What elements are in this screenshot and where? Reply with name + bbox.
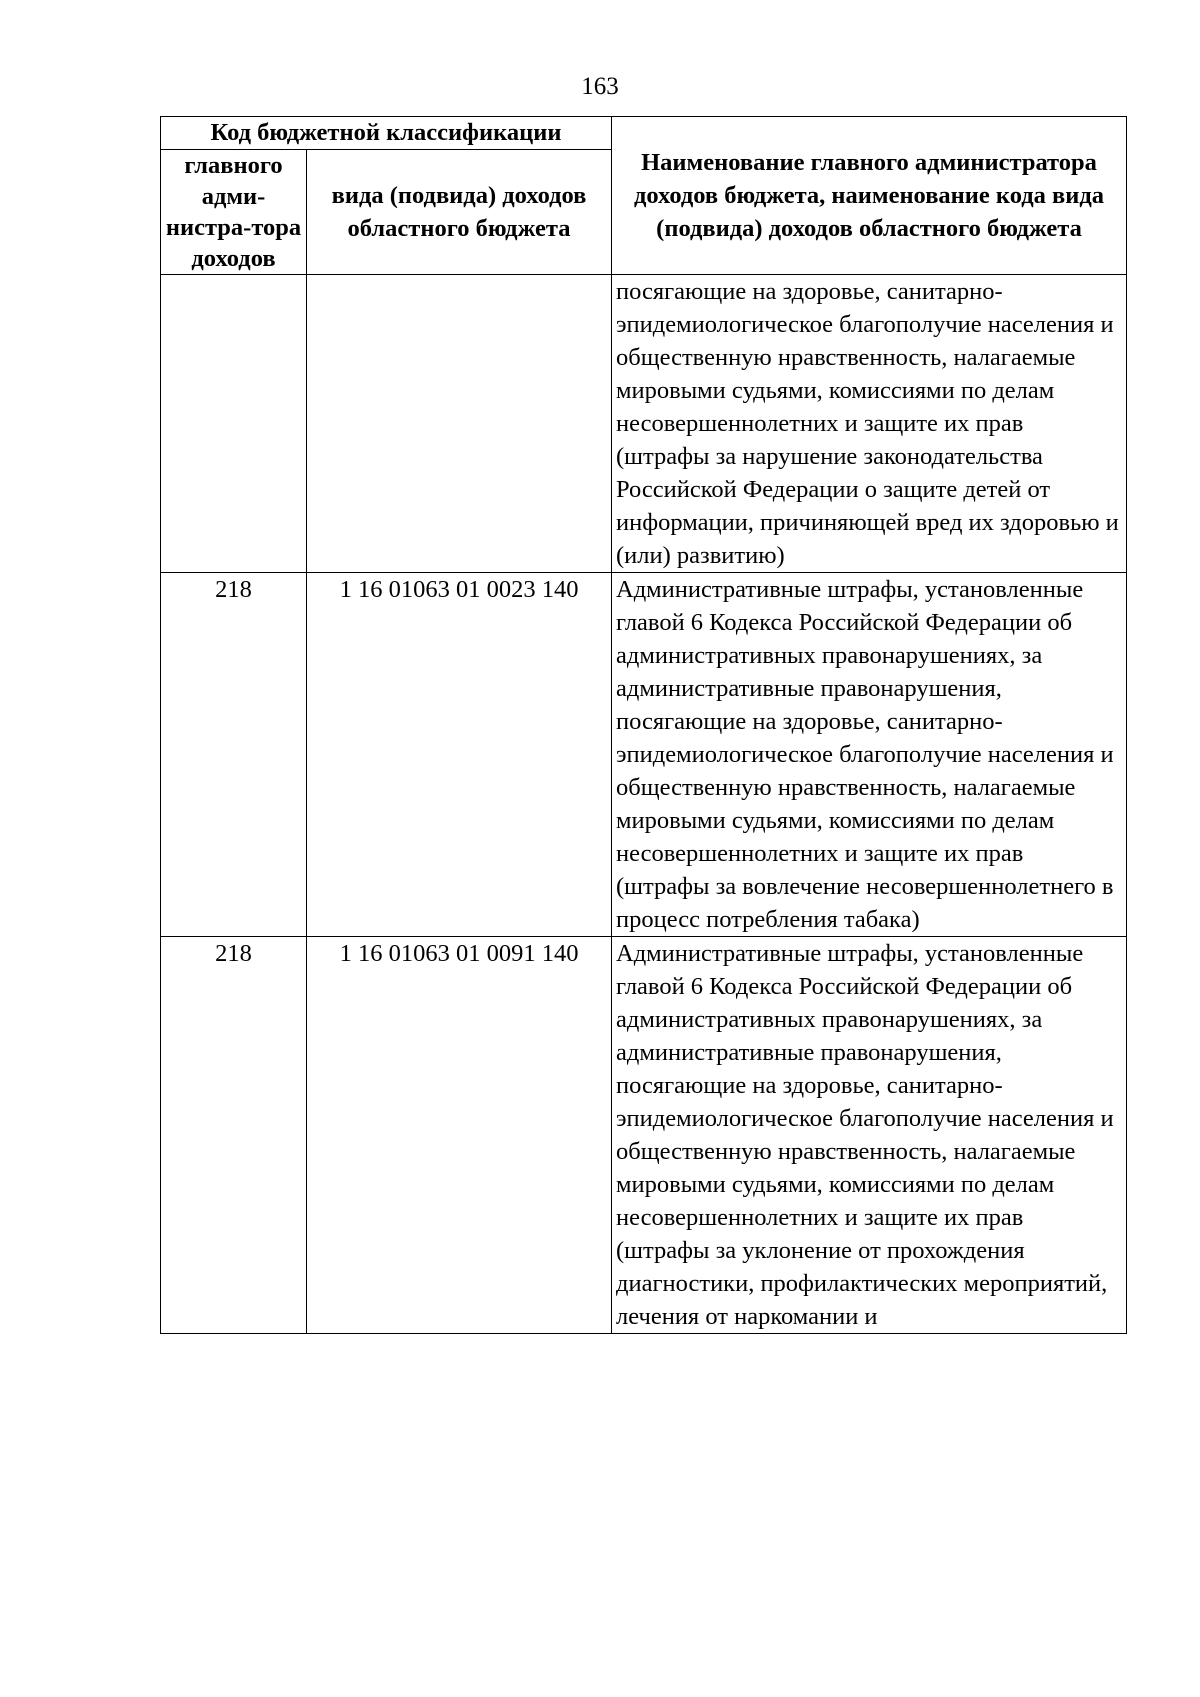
admin-column-header: главного адми-нистра-тора доходов [161,150,307,275]
table-row [161,275,1127,573]
admin-code-cell: 218 [161,937,307,1334]
admin-code-cell [161,275,307,573]
name-column-header: Наименование главного администратора доходов бюджета, наименование кода вида (подвида) доходов областного бюджета [612,117,1127,275]
income-code-cell: 1 16 01063 01 0091 140 [307,937,612,1334]
table-row [161,937,1127,1334]
table-row [161,573,1127,937]
income-name-cell: посягающие на здоровье, санитарно-эпидемиологическое благополучие населения и общественную нравственность, налагаемые мировыми судьями, комиссиями по делам несовершеннолетних и защите их прав (штрафы за нарушение законодательства Российской Федерации о защите детей от информации, причиняющей вред их здоровью и (или) развитию) [612,275,1127,573]
income-code-cell [307,275,612,573]
header-row-group [161,117,1127,150]
budget-code-group-header: Код бюджетной классификации [161,117,612,150]
kind-column-header: вида (подвида) доходов областного бюджета [307,150,612,275]
income-code-cell: 1 16 01063 01 0023 140 [307,573,612,937]
income-name-cell: Административные штрафы, установленные главой 6 Кодекса Российской Федерации об административных правонарушениях, за административные правонарушения, посягающие на здоровье, санитарно-эпидемиологическое благополучие населения и общественную нравственность, налагаемые мировыми судьями, комиссиями по делам несовершеннолетних и защите их прав (штрафы за вовлечение несовершеннолетнего в процесс потребления табака) [612,573,1127,937]
income-name-cell: Административные штрафы, установленные главой 6 Кодекса Российской Федерации об административных правонарушениях, за административные правонарушения, посягающие на здоровье, санитарно-эпидемиологическое благополучие населения и общественную нравственность, налагаемые мировыми судьями, комиссиями по делам несовершеннолетних и защите их прав (штрафы за уклонение от прохождения диагностики, профилактических мероприятий, лечения от наркомании и [612,937,1127,1334]
admin-code-cell: 218 [161,573,307,937]
budget-classification-table [160,116,1127,1334]
page-number: 163 [581,73,619,100]
